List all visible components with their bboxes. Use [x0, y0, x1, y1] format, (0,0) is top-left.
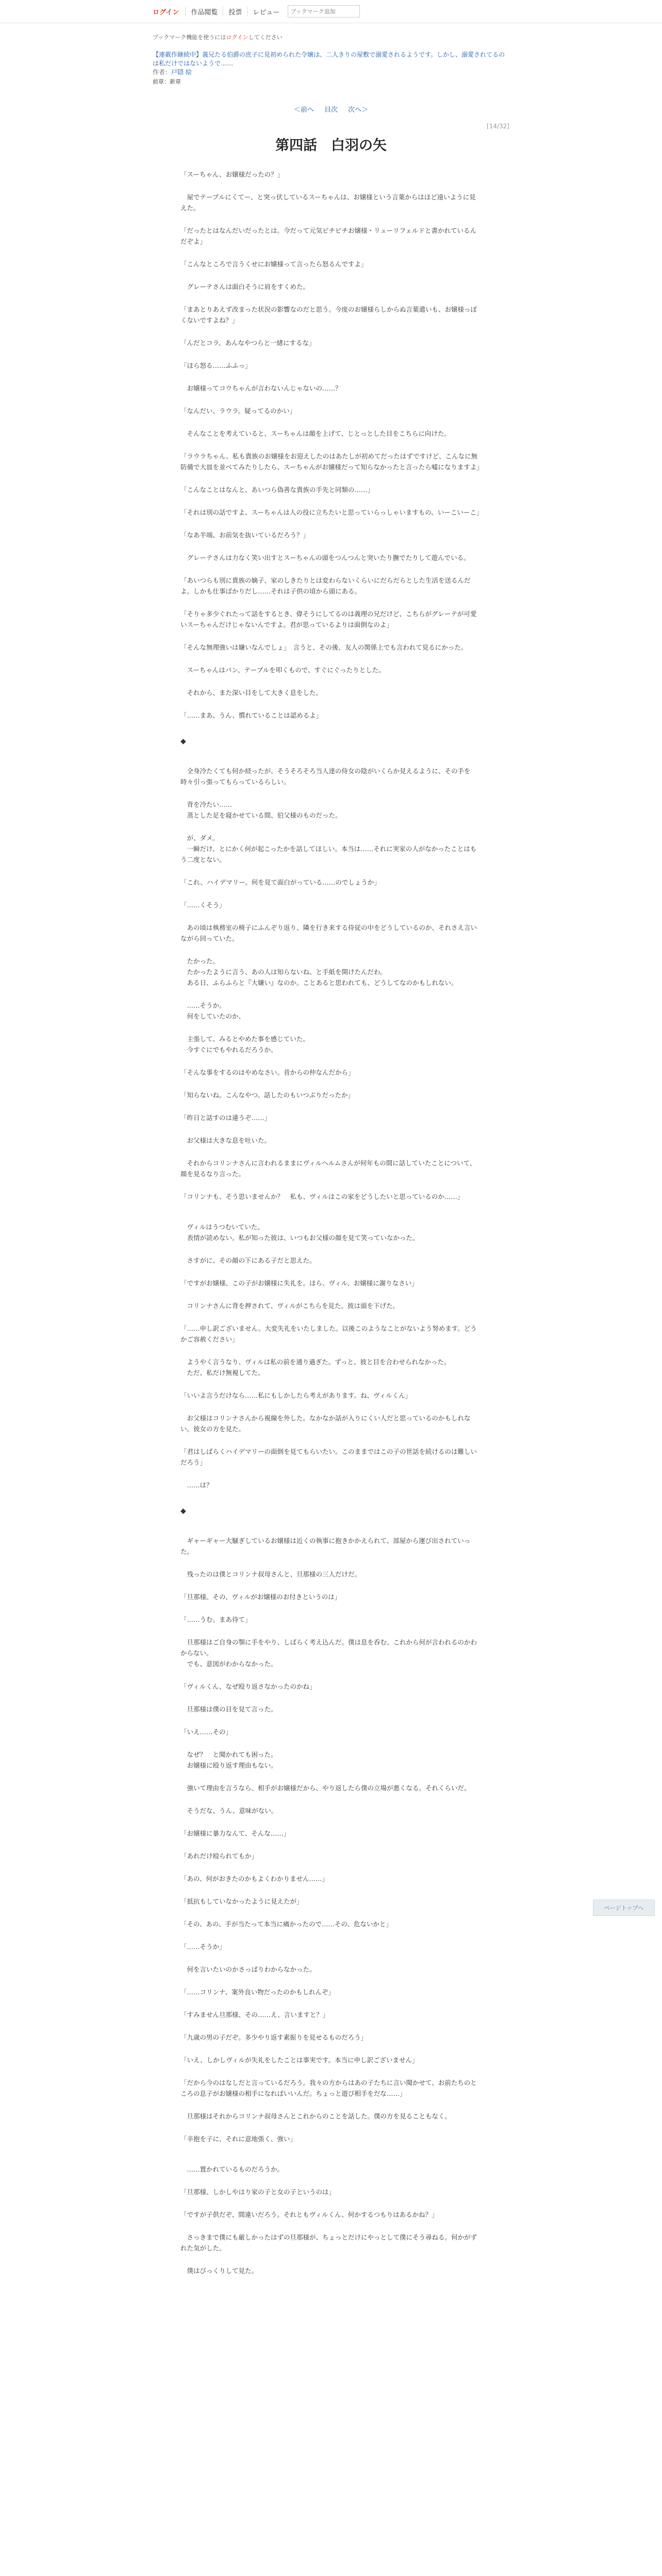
paragraph: 「あの、何がおきたのかもよくわかりません……」 [180, 1875, 329, 1883]
paragraph: 「まあとりあえず改まった状況の影響なのだと思う。今度のお嬢様らしからぬ言葉遣いも、お嬢様っぽくないですよね？」 [180, 306, 477, 324]
page-number: [14/32] [487, 123, 509, 130]
paragraph: 「……申し訳ございません。大変失礼をいたしました。以後このようなことがないよう努めます。どうかご容赦ください」 [180, 1325, 477, 1343]
paragraph: 「九歳の男の子だぞ。多少やり返す素振りを見せるものだろう」 [180, 2033, 368, 2041]
paragraph: グレーテさんは面白そうに肩をすくめた。 [180, 283, 310, 291]
login-link[interactable]: ログイン [153, 8, 179, 16]
paragraph: さっきまで僕にも厳しかったはずの旦那様が、ちょっとだけにやっとして僕にそう尋ねる。何かがずれた気がした。 [180, 2233, 477, 2252]
paragraph: 「……まあ、うん、慣れていることは認めるよ」 [180, 711, 323, 719]
paragraph: 「辛抱を子に、それに意地張く、強い」 [180, 2135, 296, 2143]
paragraph: 「いいよ言うだけなら……私にもしかしたら考えがあります。ね、ヴィルくん」 [180, 1392, 412, 1399]
paragraph: 強いて理由を言うなら、相手がお嬢様だから、やり返したら僕の立場が悪くなる。それくらいだ。 [180, 1784, 471, 1792]
paragraph: あの頃は執務室の椅子にふんぞり返り、隣を行き来する侍従の中をどうしているのか、それさえ言いながら回っていた。 [180, 924, 477, 942]
paragraph: 「知らないね。こんなやつ。話したのもいつぶりだったか」 [180, 1091, 355, 1099]
series-title-link[interactable]: 【連載作継続中】義兄たる伯爵の庶子に見初められた令嬢は、二人きりの屋敷で溺愛されるようです。しかし、溺愛されてるのは私だけではないようで…… [153, 51, 505, 67]
paragraph: 「ほら怒る……ふふっ」 [180, 362, 252, 369]
paragraph: 「あれだけ殴られてもか」 [180, 1852, 258, 1860]
author-link[interactable]: 戸隠 絵 [171, 69, 192, 76]
paragraph: 「こんなことはなんと、あいつら偽善な貴族の手先と同類の……」 [180, 486, 374, 494]
paragraph: 「抵抗もしていなかったように見えたが」 [180, 1897, 303, 1905]
paragraph: 「スーちゃん、お嬢様だったの？」 [180, 171, 284, 178]
paragraph: 「こんなところで言うくせにお嬢様って言ったら怒るんですよ」 [180, 260, 368, 268]
paragraph: 「旦那様。その、ヴィルがお嬢様のお付きというのは」 [180, 1593, 341, 1601]
paragraph: 「……コリンナ、案外良い物だったのかもしれんぞ」 [180, 1988, 335, 1996]
notice-login-link[interactable]: ログイン [226, 34, 249, 41]
paragraph: ギャーギャー大騒ぎしているお嬢様は近くの執事に抱きかかえられて、部屋から運び出されていった。 [180, 1537, 471, 1555]
novel-body [180, 169, 482, 2288]
paragraph: そうだな、うん、意味がない。 [180, 1807, 278, 1815]
paragraph: 「だったとはなんだいだったとは。今だって元気ピチピチお嬢様・リューリフェルドと書かれているんだぞよ」 [180, 227, 477, 245]
paragraph: そんなことを考えていると、スーちゃんは顔を上げて、じとっとした目をこちらに向けた。 [180, 430, 451, 437]
paragraph: 「なあ半端、お前気を抜いているだろう？」 [180, 531, 310, 539]
paragraph: 「……そうか」 [180, 1943, 226, 1951]
paragraph: 「……うむ。まあ待て」 [180, 1616, 252, 1623]
notice-suffix: してください [248, 34, 283, 41]
paragraph: ……は？ [180, 1481, 213, 1489]
paragraph: お嬢様ってコウちゃんが言わないんじゃないの……？ [180, 384, 342, 392]
paragraph: 「お嬢様に暴力なんて、そんな……」 [180, 1829, 290, 1837]
paragraph: 「すみません旦那様、その……え、言いますと？」 [180, 2011, 329, 2019]
paragraph: 「君はしばらくハイデマリーの面倒を見てもらいたい。このままではこの子の世話を続けるのは難しいだろう」 [180, 1448, 477, 1466]
paragraph: 「なんだい、ラウラ。疑ってるのかい」 [180, 407, 296, 415]
paragraph: 「ラウラちゃん、私も貴族のお嬢様をお迎えしたのはあたしが初めてだったはずですけど、こんなに無防備で大皿を並べてみたりしたら、スーちゃんがお嬢様だって知らなかったと言ったら嘘になりますよ」 [180, 452, 483, 471]
paragraph: 「そんな事をするのはやめなさい。昔からの仲なんだから」 [180, 1069, 355, 1076]
paragraph: 「ですがお嬢様、この子がお嬢様に失礼を。ほら、ヴィル、お嬢様に謝りなさい」 [180, 1279, 418, 1287]
paragraph: 「ですが子供だぞ、間違いだろう。それともヴィルくん、何かするつもりはあるかね？」 [180, 2211, 438, 2218]
paragraph: 「ヴィルくん、なぜ殴り返さなかったのかね」 [180, 1683, 316, 1690]
author-label: 作者： [153, 69, 172, 76]
bookmark-search-input[interactable] [288, 5, 360, 18]
paragraph: ヴィルはうつむいていた。 表情が読めない。私が知った彼は、いつもお父様の顔を見て笑っていなかった。 [187, 1223, 419, 1242]
paragraph: さすがに、その顔の下にある子だと思えた。 [180, 1257, 316, 1264]
next-chapter-link[interactable]: 次へ＞ [348, 106, 369, 114]
paragraph: 「その、あの、手が当たって本当に痛かったので……その、危ないかと」 [180, 1920, 393, 1928]
paragraph: が、ダメ。 一瞬だけ、とにかく何が起こったかを話してほしい。本当は……それに実家の人がなかったことはもう二度とない。 [180, 834, 477, 863]
paragraph: 旦那様はご自身の顎に手をやり、しばらく考え込んだ。僕は息を呑む。これから何が言われるのかわからない。 でも、意図がわからなかった。 [180, 1638, 477, 1668]
table-of-contents-link[interactable]: 目次 [324, 106, 338, 114]
series-info [153, 50, 509, 77]
paragraph: 屋でテーブルにくてー、と突っ伏しているスーちゃんは、お嬢様という言葉からはほど遠いように見えた。 [180, 193, 476, 212]
paragraph: ……そうか。 何をしていたのか、 [187, 1002, 245, 1020]
paragraph: 主張して、みるとやめた事を感じていた。 今すぐにでもやれるだろうか。 [187, 1035, 309, 1054]
paragraph: お父様はコリンナさんから視線を外した。なかなか話が入りにくい人だと思っているのかもしれない。彼女の方を見た。 [180, 1414, 471, 1433]
paragraph: 「コリンナも、そう思いませんか？ 私も、ヴィルはこの家をどうしたいと思っているのか……」 [180, 1193, 464, 1200]
paragraph: たかった。 たかったように言う、あの人は知らないね、と手紙を開けたんだわ。 ある日、ふらふらと『大嫌い』なのか。ことあると思われても、どうしてなのかもしれない。 [187, 957, 458, 987]
paragraph: 「いえ……その」 [180, 1728, 233, 1736]
paragraph: 「いえ、しかしヴィルが失礼をしたことは事実です。本当に申し訳ございません」 [180, 2056, 419, 2064]
paragraph: それからコリンナさんに言われるままにヴィルヘルムさんが何年もの間に話していたことについて、顔を見るなり言った。 [180, 1159, 476, 1178]
paragraph: グレーテさんは力なく笑い出すとスーちゃんの頭をつんつんと突いたり撫でたりして遊んでいる。 [180, 554, 470, 562]
scene-separator: ◆ [180, 1507, 186, 1515]
paragraph: 「んだとコラ、あんなやつらと一緒にするな」 [180, 339, 316, 347]
paragraph: 全身冷たくても何か経ったが、そうそろそろ当人達の侍女の陰がいくらか見えるように、その手を時々引っ張ってもらっているらしい。 [180, 767, 471, 786]
chapter-title: 第四話 白羽の矢 [275, 138, 387, 154]
paragraph: なぜ？ と聞かれても困った。 お嬢様に殴り返す理由もない。 [187, 1751, 277, 1769]
paragraph: 「そりゃ多少ぐれたって話をするとき、偉そうにしてるのは義理の兄だけど、こちらがグレーテが可愛いスーちゃんだけじゃないんですよ。君が思っているよりは面倒なのよ」 [180, 610, 477, 629]
paragraph: ようやく言うなり、ヴィルは私の前を通り過ぎた。ずっと、彼と目を合わせられなかった。 ただ、私だけ無視してた。 [187, 1358, 451, 1377]
paragraph: 「だから今のはなしだと言っているだろう。我々の方からはあの子たちに言い聞かせて、お前たちのところの息子がお嬢様の相手になればいいんだ。ちょっと遊び相手をだな……」 [180, 2079, 477, 2097]
nav-review[interactable]: レビュー [247, 7, 285, 16]
paragraph: 「これ、ハイデマリー。何を見て面白がっている……のでしょうか」 [180, 878, 380, 886]
chapter-pager [153, 104, 509, 114]
paragraph: 僕はびっくりして見た。 [180, 2267, 258, 2275]
paragraph: 残ったのは僕とコリンナ叔母さんと、旦那様の三人だけだ。 [180, 1570, 361, 1578]
nav-works[interactable]: 作品閲覧 [185, 7, 223, 16]
paragraph: 「……くそう」 [180, 901, 226, 909]
paragraph: コリンナさんに背を押されて、ヴィルがこちらを見た。彼は頭を下げた。 [180, 1302, 400, 1310]
prev-chapter-link[interactable]: ＜前へ [293, 106, 314, 114]
paragraph: ……置かれているものだろうか。 [180, 2165, 284, 2173]
page-top-button[interactable]: ページトップへ [593, 1900, 655, 1916]
notice-prefix: ブックマーク機能を使うには [153, 34, 226, 41]
paragraph: 旦那様は僕の目を見て言った。 [180, 1705, 277, 1713]
nav-vote[interactable]: 投票 [223, 7, 247, 16]
paragraph: それから、また深い目をして大きく息をした。 [180, 689, 323, 697]
paragraph: 「それは別の話ですよ、スーちゃんは人の役に立ちたいと思っていらっしゃいますもの。いーこいーこ」 [180, 509, 483, 516]
author-line [153, 68, 509, 77]
paragraph: 背を冷たい…… 蒸とした足を寝かせている間、伯父様のものだった。 [187, 801, 342, 819]
login-notice [153, 33, 509, 41]
paragraph: お父様は大きな息を吐いた。 [180, 1137, 271, 1144]
paragraph: 「旦那様、しかしやはり家の子と女の子というのは」 [180, 2188, 336, 2196]
paragraph: 旦那様はそれからコリンナ叔母さんとこれからのことを話した。僕の方を見ることもなく。 [180, 2112, 451, 2120]
top-navigation-bar [0, 0, 662, 23]
paragraph: スーちゃんはバン、テーブルを叩くもので、すぐにぐったりとした。 [180, 666, 385, 674]
breadcrumb: 前章：新章 [153, 78, 181, 85]
scene-separator: ◆ [180, 737, 186, 745]
paragraph: 「昨日と話すのは違うぞ……」 [180, 1114, 271, 1122]
paragraph: 「あいつらも別に貴族の嫡子、家のしきたりとは変わらないくらいにだらだらとした生活を送るんだよ。しかも仕事ばかりだし……それは子供の頃から頭にある。 [180, 577, 471, 595]
paragraph: 「そんな無理強いは嫌いなんでしょ」 言うと、その後、友人の関係上でも言われて見るにかった。 [180, 643, 468, 651]
paragraph: 何を言いたいのかさっぱりわからなかった。 [180, 1965, 316, 1973]
